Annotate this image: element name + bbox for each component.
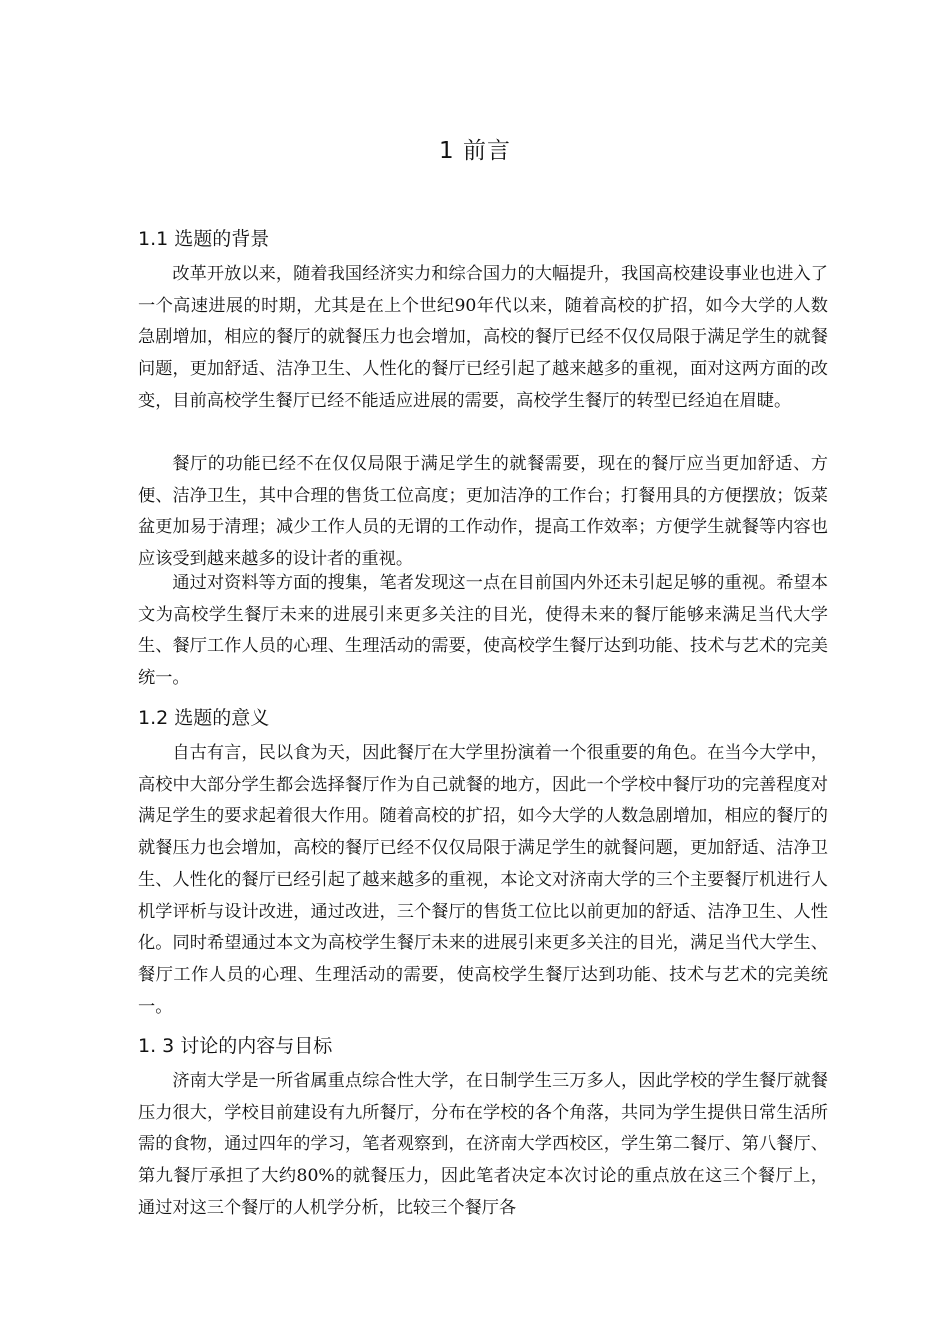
section-heading-1-2: 1.2 选题的意义: [138, 707, 270, 729]
chapter-title: 1 前言: [439, 138, 511, 164]
paragraph-1-1-c: 通过对资料等方面的搜集，笔者发现这一点在目前国内外还未引起足够的重视。希望本文为高校学生餐厅未来的进展引来更多关注的目光，使得未来的餐厅能够来满足当代大学生、餐厅工作人员的心理、生理活动的需要，使高校学生餐厅达到功能、技术与艺术的完美统一。: [138, 573, 828, 689]
section-heading-1-1: 1.1 选题的背景: [138, 228, 270, 250]
paragraph-1-1-a: 改革开放以来，随着我国经济实力和综合国力的大幅提升，我国高校建设事业也进入了一个高速进展的时期，尤其是在上个世纪90年代以来，随着高校的扩招，如今大学的人数急剧增加，相应的餐厅的就餐压力也会增加，高校的餐厅已经不仅仅局限于满足学生的就餐问题，更加舒适、洁净卫生、人性化的餐厅已经引起了越来越多的重视，面对这两方面的改变，目前高校学生餐厅已经不能适应进展的需要，高校学生餐厅的转型已经迫在眉睫。: [138, 264, 828, 411]
paragraph-1-2-a: 自古有言，民以食为天，因此餐厅在大学里扮演着一个很重要的角色。在当今大学中，高校中大部分学生都会选择餐厅作为自己就餐的地方，因此一个学校中餐厅功的完善程度对满足学生的要求起着很大作用。随着高校的扩招，如今大学的人数急剧增加，相应的餐厅的就餐压力也会增加，高校的餐厅已经不仅仅局限于满足学生的就餐问题，更加舒适、洁净卫生、人性化的餐厅已经引起了越来越多的重视，本论文对济南大学的三个主要餐厅机进行人机学评析与设计改进，通过改进，三个餐厅的售货工位比以前更加的舒适、洁净卫生、人性化。同时希望通过本文为高校学生餐厅未来的进展引来更多关注的目光，满足当代大学生、餐厅工作人员的心理、生理活动的需要，使高校学生餐厅达到功能、技术与艺术的完美统一。: [138, 743, 828, 1017]
paragraph-1-1-b: 餐厅的功能已经不在仅仅局限于满足学生的就餐需要，现在的餐厅应当更加舒适、方便、洁净卫生，其中合理的售货工位高度；更加洁净的工作台；打餐用具的方便摆放；饭菜盆更加易于清理；减少工作人员的无谓的工作动作，提高工作效率；方便学生就餐等内容也应该受到越来越多的设计者的重视。: [138, 454, 828, 570]
paragraph-1-3-a: 济南大学是一所省属重点综合性大学，在日制学生三万多人，因此学校的学生餐厅就餐压力很大，学校目前建设有九所餐厅，分布在学校的各个角落，共同为学生提供日常生活所需的食物，通过四年的学习，笔者观察到，在济南大学西校区，学生第二餐厅、第八餐厅、第九餐厅承担了大约80%的就餐压力，因此笔者决定本次讨论的重点放在这三个餐厅上，通过对这三个餐厅的人机学分析，比较三个餐厅各: [138, 1071, 828, 1218]
section-heading-1-3: 1. 3 讨论的内容与目标: [138, 1035, 333, 1057]
